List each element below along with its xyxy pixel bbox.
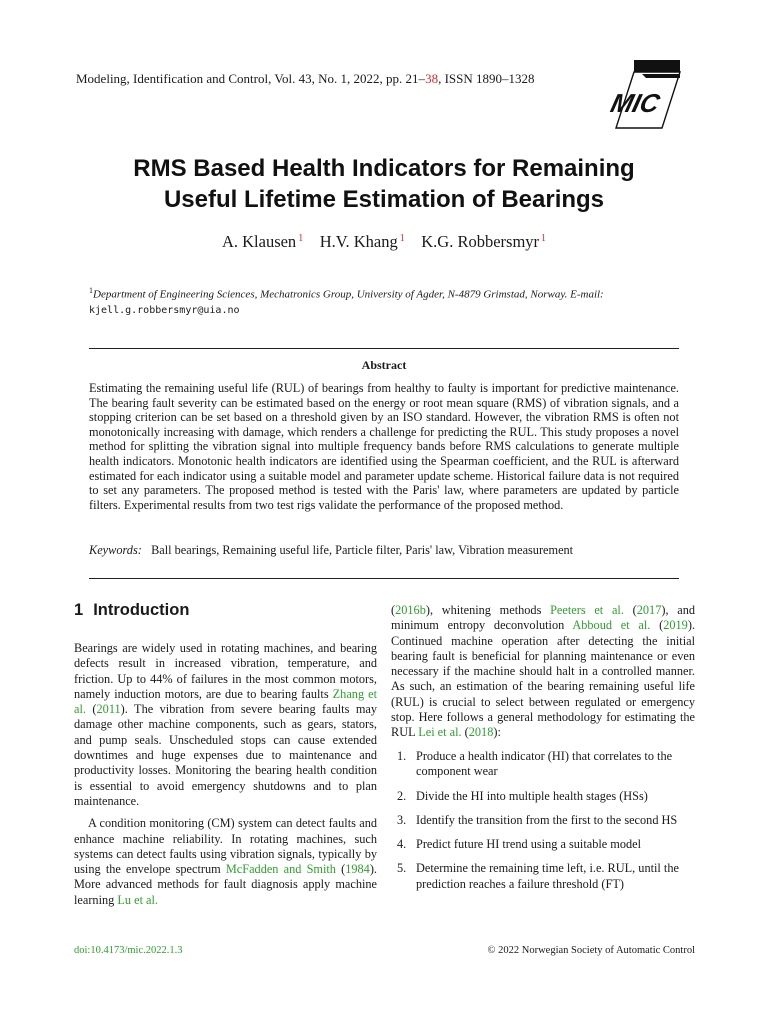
citation-link[interactable]: Lei et al.	[418, 725, 462, 740]
section-heading	[74, 601, 189, 620]
citation-year-link[interactable]: 2018	[468, 725, 494, 740]
list-item: 5. Determine the remaining time left, i.e. RUL, until the prediction reaches a failure threshold (FT)	[397, 861, 679, 891]
keywords	[89, 543, 679, 558]
doi-link[interactable]: doi:10.4173/mic.2022.1.3	[74, 945, 183, 956]
methodology-list	[397, 749, 695, 901]
citation-year-link[interactable]: 2011	[96, 702, 121, 717]
list-item: 1. Produce a health indicator (HI) that correlates to the component wear	[397, 749, 673, 779]
top-rule	[89, 348, 679, 349]
author-list	[60, 232, 708, 252]
author: A. Klausen $^1$	[221, 232, 304, 251]
citation-link[interactable]: Lu et al.	[117, 892, 159, 907]
last-page-link[interactable]: 38	[425, 71, 439, 86]
affiliation	[89, 283, 681, 318]
journal-citation	[76, 71, 535, 87]
citation-link[interactable]: Peeters et al.	[550, 603, 624, 617]
bottom-rule	[89, 578, 679, 579]
paper-title	[60, 153, 708, 215]
list-item: 2. Divide the HI into multiple health stages (HSs)	[397, 788, 648, 803]
title-line-2: Useful Lifetime Estimation of Bearings	[163, 186, 605, 213]
list-item: 3. Identify the transition from the first to the second HS	[397, 812, 678, 827]
mic-logo	[607, 60, 680, 130]
logo-text: MIC	[607, 88, 663, 118]
section-number: 1	[74, 601, 84, 619]
section-title: Introduction	[93, 601, 190, 619]
affiliation-marker: 1	[399, 233, 405, 244]
abstract-text: Estimating the remaining useful life (RUL) of bearings from healthy to faulty is important for predictive maintenance. The bearing fault severity can be estimated based on the energy or root mean square (RMS) of vibration signals, and a stopping criterion can be set based on a threshold given by an ISO standard. However, the vibration RMS is often not monotonically increasing with damage, which renders a challenge for predicting the RUL. This study proposes a novel method for splitting the vibration signal into multiple frequency bands before RMS calculations to generate multiple health indicators. Monotonic health indicators are identified using the Spearman coefficient, and the RUL is afterward estimated for each indicator using a suitable model and parameter update scheme. Historical failure data is not required to set any parameters. The proposed method is tested with the Paris' law, where parameters are updated by particle filters. Experimental results from two test rigs validate the performance of the proposed method.	[89, 381, 679, 512]
paragraph: (2016b), whitening methods Peeters et al. (2017), and minimum entropy deconvolution Abboud et al. (2019). Continued machine operation after detecting the initial bearing fault is beneficial for planning maintenance or even necessary if the machine should halt in a controlled manner. As such, an estimation of the bearing remaining useful life (RUL) is crucial to select between regulated or emergency stop. Here follows a general methodology for estimating the RUL Lei et al. (2018):	[391, 603, 696, 740]
author-email[interactable]: kjell.g.robbersmyr@uia.no	[89, 304, 240, 316]
author: H.V. Khang $^1$	[319, 232, 405, 251]
affiliation-marker: 1	[298, 233, 304, 244]
citation-year-link[interactable]: 2017	[636, 603, 662, 617]
citation-year-link[interactable]: 1984	[345, 862, 370, 877]
left-column	[74, 641, 377, 908]
citation-link[interactable]: Abboud et al.	[572, 618, 651, 633]
citation-year-link[interactable]: 2016b	[395, 603, 426, 617]
right-column	[391, 603, 695, 741]
abstract-heading: Abstract	[361, 358, 407, 372]
citation-link[interactable]: McFadden and Smith	[225, 862, 336, 877]
journal-suffix: , ISSN 1890–1328	[438, 71, 535, 86]
keywords-text: Ball bearings, Remaining useful life, Particle filter, Paris' law, Vibration measurement	[151, 543, 574, 557]
title-line-1: RMS Based Health Indicators for Remaining	[133, 155, 635, 182]
keywords-label: Keywords:	[89, 543, 142, 557]
affiliation-number: 1	[89, 286, 93, 295]
author: K.G. Robbersmyr $^1$	[421, 232, 547, 251]
affiliation-marker: 1	[541, 233, 547, 244]
citation-year-link[interactable]: 2019	[663, 618, 688, 633]
copyright: © 2022 Norwegian Society of Automatic Control	[487, 945, 695, 956]
paragraph: A condition monitoring (CM) system can detect faults and enhance machine reliability. In rotating machines, such systems can detect faults using vibration signals, typically by using the envelope spectrum McFadden and Smith (1984). More advanced methods for fault diagnosis apply machine learning Lu et al.	[74, 816, 377, 907]
citation-link[interactable]: Zhang et al.	[74, 686, 377, 717]
paragraph: Bearings are widely used in rotating machines, and bearing defects result in increased vibration, temperature, and friction. Up to 44% of failures in the most common motors, namely induction motors, are due to bearing faults Zhang et al. (2011). The vibration from severe bearing faults may damage other machine components, such as gears, stators, and pump seals. Unscheduled stops can cause extended downtimes and huge expenses due to maintenance and productivity losses. Monitoring the bearing health condition is essential to avoid emergency shutdowns and to plan maintenance.	[74, 641, 377, 808]
affiliation-text: Department of Engineering Sciences, Mechatronics Group, University of Agder, N-4879 Grimstad, Norway. E-mail:	[93, 288, 604, 301]
journal-prefix: Modeling, Identification and Control, Vol. 43, No. 1, 2022, pp. 21–	[76, 71, 426, 86]
list-item: 4. Predict future HI trend using a suitable model	[397, 837, 642, 852]
